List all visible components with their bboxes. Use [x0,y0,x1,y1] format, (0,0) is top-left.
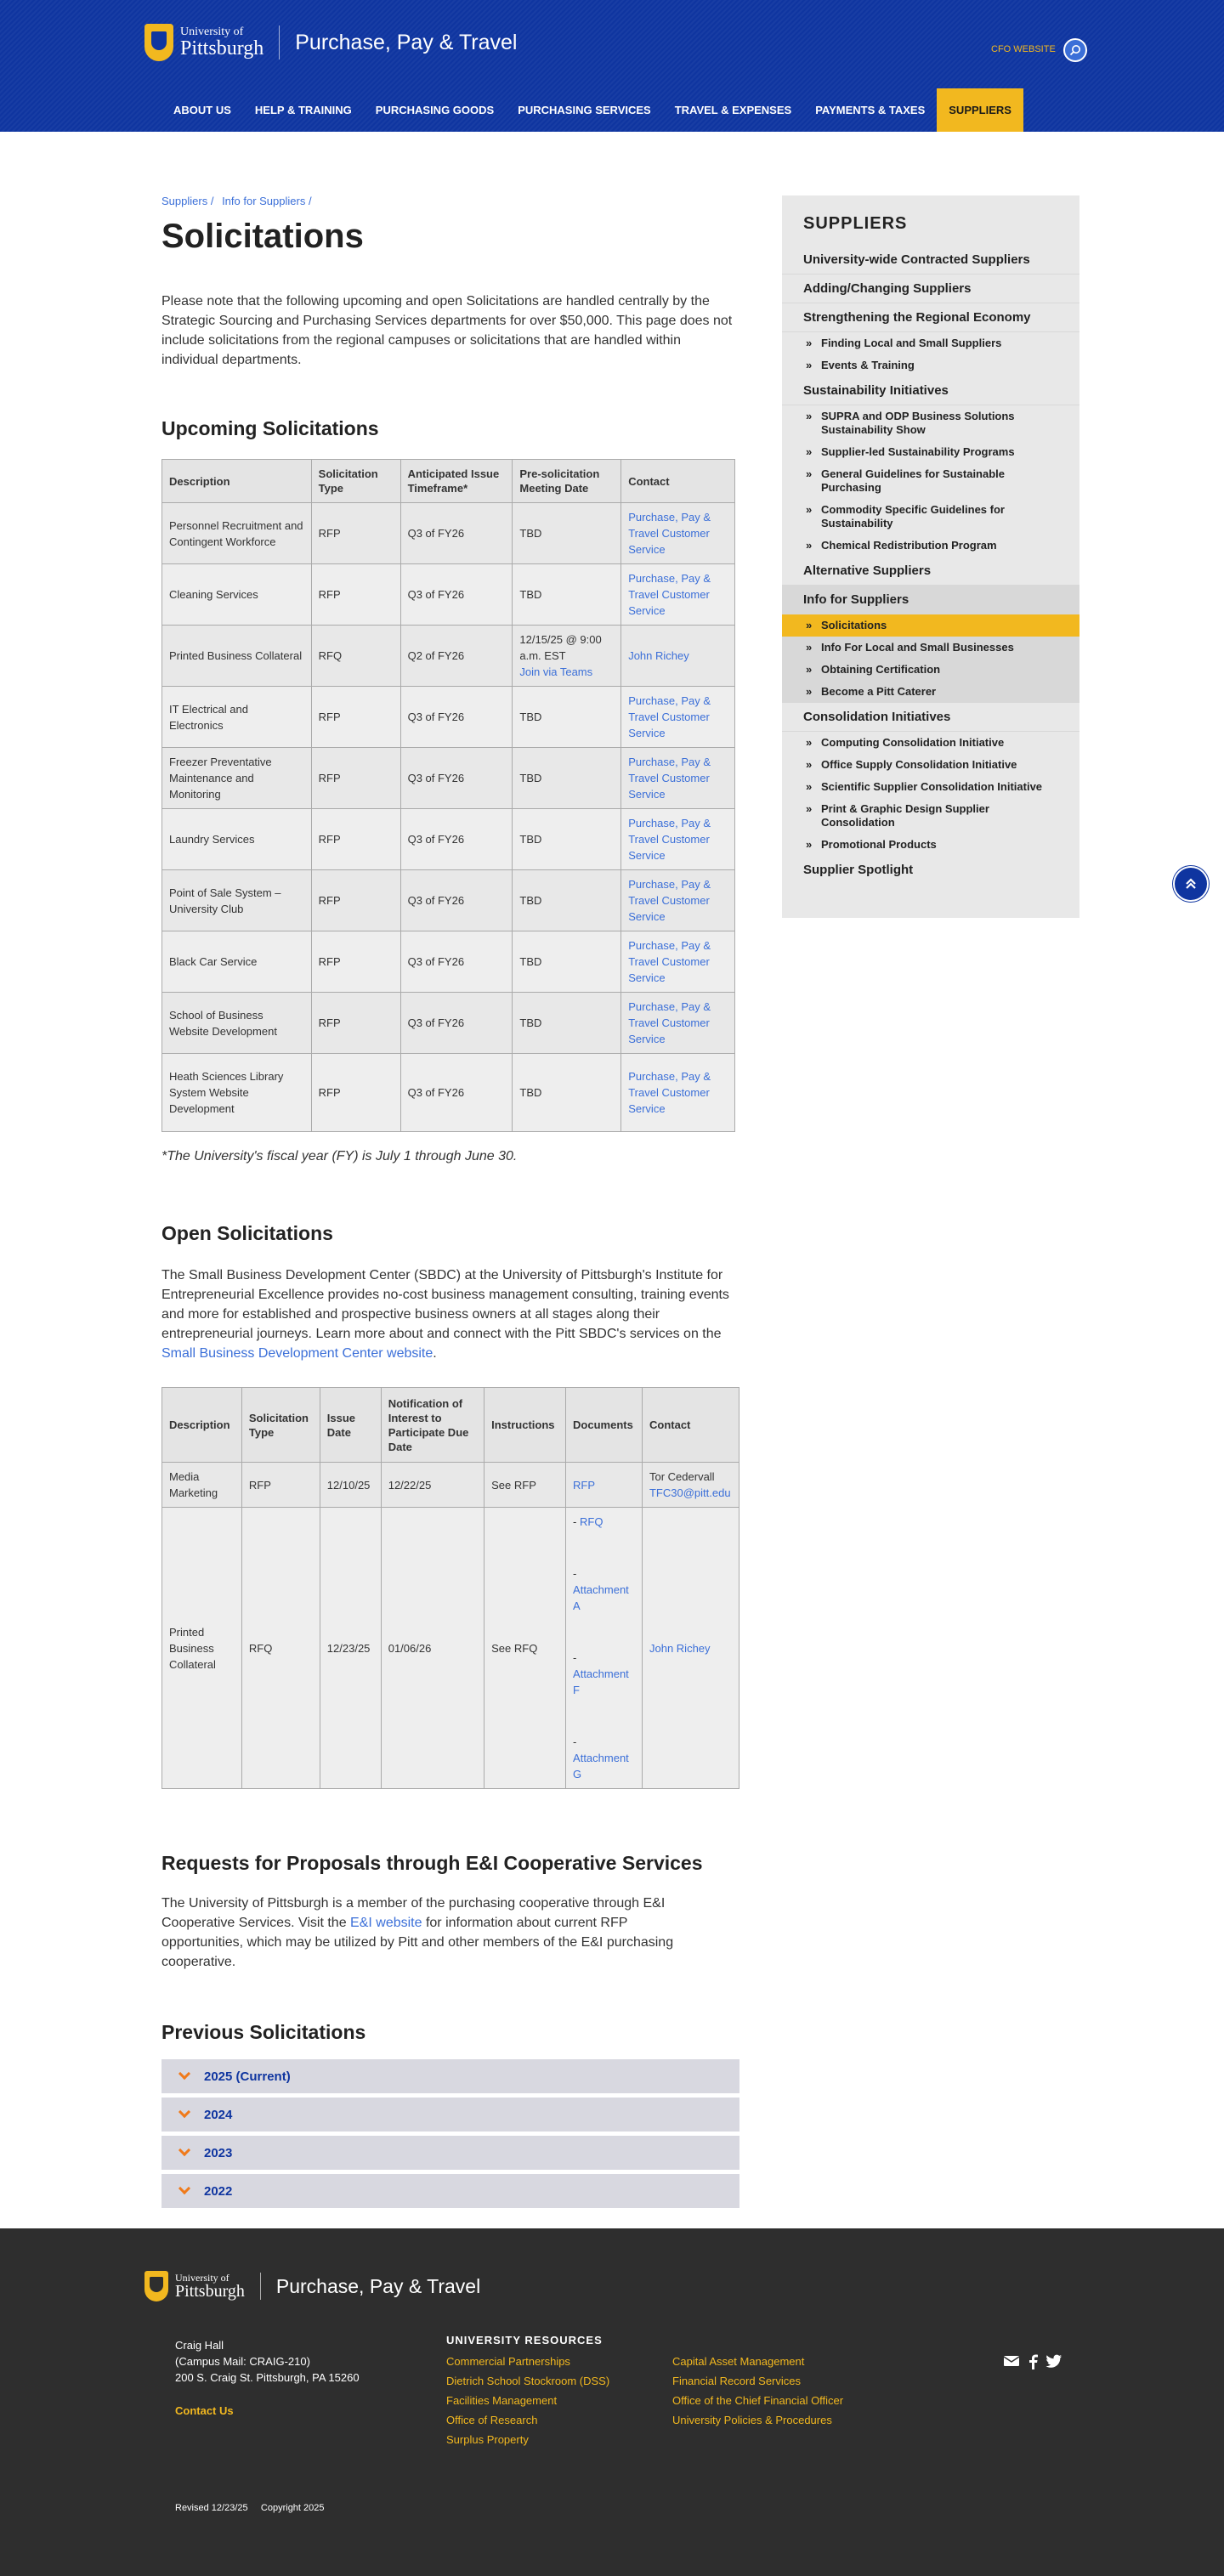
cell-due-date: 01/06/26 [381,1508,484,1789]
cell-documents [566,1463,643,1508]
sidebar-nav [782,195,1080,918]
footer-link[interactable]: Capital Asset Management [672,2355,805,2368]
facebook-icon[interactable] [1028,2354,1038,2369]
col-header: Issue Date [320,1388,381,1463]
cell-timeframe: Q3 of FY26 [400,503,513,564]
cell-timeframe: Q3 of FY26 [400,564,513,626]
contact-link[interactable]: Purchase, Pay & Travel Customer Service [628,817,711,862]
cell-contact [621,993,735,1054]
footer-link[interactable]: University Policies & Procedures [672,2414,832,2426]
sidebar-subitem[interactable]: » Scientific Supplier Consolidation Initiative [782,776,1080,798]
table-row [162,1463,740,1508]
logo-divider [260,2273,261,2300]
nav-about-us[interactable]: ABOUT US [173,104,231,116]
contact-link[interactable]: Purchase, Pay & Travel Customer Service [628,511,711,556]
footer-link[interactable]: Facilities Management [446,2394,558,2407]
cell-issue-date: 12/23/25 [320,1508,381,1789]
table-header-row [162,1388,740,1463]
breadcrumb: Suppliers / Info for Suppliers / [162,195,312,207]
cell-description: Cleaning Services [162,564,312,626]
table-row [162,931,735,993]
cell-description: Printed Business Collateral [162,1508,242,1789]
sidebar-subitem[interactable]: » Commodity Specific Guidelines for Sustainability [782,499,1080,535]
pitt-shield-icon [144,2271,168,2301]
contact-link[interactable]: Purchase, Pay & Travel Customer Service [628,878,711,923]
cell-contact [621,1054,735,1132]
contact-link[interactable]: Purchase, Pay & Travel Customer Service [628,1000,711,1045]
cell-meeting-date: 12/15/25 @ 9:00 a.m. EST Join via Teams [513,626,621,687]
table-row [162,1054,735,1132]
sidebar-item-sustainability[interactable]: Sustainability Initiatives [782,376,1080,405]
accordion-2024[interactable]: 2024 [162,2098,740,2132]
contact-link[interactable]: John Richey [649,1641,711,1655]
footer-link[interactable]: Dietrich School Stockroom (DSS) [446,2375,610,2387]
cell-description: School of Business Website Development [162,993,312,1054]
contact-link[interactable]: Purchase, Pay & Travel Customer Service [628,572,711,617]
cell-description: Printed Business Collateral [162,626,312,687]
sidebar-subitem[interactable]: » Events & Training [782,354,1080,376]
cell-meeting-date: TBD [513,931,621,993]
cell-contact [621,809,735,870]
document-link-attachment-a[interactable]: Attachment A [573,1583,629,1612]
cell-contact [621,931,735,993]
cell-timeframe: Q3 of FY26 [400,687,513,748]
table-row [162,748,735,809]
sidebar-subitem[interactable]: » Finding Local and Small Suppliers [782,332,1080,354]
contact-link[interactable]: Purchase, Pay & Travel Customer Service [628,939,711,984]
twitter-icon[interactable] [1046,2354,1062,2368]
nav-help-training[interactable]: HELP & TRAINING [254,104,352,116]
sidebar-subitem[interactable]: » Obtaining Certification [782,659,1080,681]
resources-col-1 [446,2352,609,2449]
sidebar-item-info-for-suppliers[interactable]: Info for Suppliers [782,586,1080,614]
cell-type: RFP [311,687,400,748]
sidebar-item-strengthening[interactable]: Strengthening the Regional Economy [782,303,1080,332]
cell-contact: Tor Cedervall TFC30@pitt.edu [642,1463,739,1508]
cell-meeting-date: TBD [513,503,621,564]
cell-type: RFP [311,993,400,1054]
cfo-website-link[interactable]: CFO WEBSITE [991,44,1056,54]
contact-link[interactable]: John Richey [628,649,689,662]
cell-timeframe: Q2 of FY26 [400,626,513,687]
col-header: Pre-solicitation Meeting Date [513,460,621,503]
cell-instructions: See RFP [484,1463,566,1508]
breadcrumb-suppliers[interactable]: Suppliers [162,195,208,207]
pitt-shield-icon [144,24,173,61]
open-intro: The Small Business Development Center (SBDC) at the University of Pittsburgh's Institute for Entrepreneurial Excellence provides no-cost business management consulting, training events and more for established and prospective business owners at all stages along their entrepreneurial journeys. Learn more about and connect with the Pitt SBDC's services on the Small Business Development Center website. [162,1268,729,1361]
header-logo[interactable] [144,24,517,61]
search-button[interactable] [1063,38,1087,62]
university-wordmark: University of Pittsburgh [180,25,264,59]
table-row [162,687,735,748]
cell-description: Point of Sale System – University Club [162,870,312,931]
resources-title: UNIVERSITY RESOURCES [446,2334,603,2347]
intro-paragraph: Please note that the following upcoming and open Solicitations are handled centrally by the Strategic Sourcing and Purchasing Services departments for over $50,000. This page does not include solicitations from the regional campuses or solicitations that are handled within individual departments. [162,294,733,367]
sidebar-active-group [782,586,1080,703]
col-header: Solicitation Type [311,460,400,503]
sidebar-subitem[interactable]: » Chemical Redistribution Program [782,535,1080,557]
contact-us-link[interactable]: Contact Us [175,2404,234,2417]
document-link-rfp[interactable]: RFP [573,1478,596,1492]
col-header: Contact [621,460,735,503]
cell-description: Personnel Recruitment and Contingent Workforce [162,503,312,564]
sidebar-subitem[interactable]: » Supplier-led Sustainability Programs [782,441,1080,463]
contact-link[interactable]: Purchase, Pay & Travel Customer Service [628,756,711,801]
sidebar-subitem-solicitations[interactable]: » Solicitations [782,614,1080,637]
cell-contact [621,870,735,931]
cell-timeframe: Q3 of FY26 [400,1054,513,1132]
sidebar-subitem[interactable]: » Computing Consolidation Initiative [782,732,1080,754]
site-header [0,0,1224,132]
cell-type: RFP [311,931,400,993]
previous-accordion [162,2059,740,2208]
breadcrumb-info-for-suppliers[interactable]: Info for Suppliers [222,195,306,207]
accordion-2022[interactable]: 2022 [162,2174,740,2208]
social-links [1003,2354,1062,2369]
cell-contact [642,1508,739,1789]
cell-type: RFQ [311,626,400,687]
nav-purchasing-services[interactable]: PURCHASING SERVICES [518,104,651,116]
chevron-down-icon [178,2144,190,2156]
col-header: Description [162,460,312,503]
cell-type: RFP [311,870,400,931]
site-title[interactable]: Purchase, Pay & Travel [295,30,518,54]
table-row [162,564,735,626]
sidebar-subitem[interactable]: » General Guidelines for Sustainable Purchasing [782,463,1080,499]
upcoming-table-body [162,503,735,1132]
col-header: Description [162,1388,242,1463]
footer-link[interactable]: Surplus Property [446,2433,529,2446]
cell-description: Black Car Service [162,931,312,993]
footer-link[interactable]: Office of Research [446,2414,538,2426]
col-header: Notification of Interest to Participate Due Date [381,1388,484,1463]
sidebar-item-alternative[interactable]: Alternative Suppliers [782,557,1080,586]
upcoming-table [162,459,735,1132]
footer-link[interactable]: Financial Record Services [672,2375,802,2387]
sidebar-item-adding[interactable]: Adding/Changing Suppliers [782,275,1080,303]
cell-type: RFP [311,748,400,809]
cell-timeframe: Q3 of FY26 [400,809,513,870]
search-icon [1069,44,1081,56]
chevron-down-icon [178,2106,190,2118]
cell-meeting-date: TBD [513,748,621,809]
cell-timeframe: Q3 of FY26 [400,931,513,993]
sidebar-subitem[interactable]: » SUPRA and ODP Business Solutions Sustainability Show [782,405,1080,441]
cell-type: RFP [311,1054,400,1132]
logo-divider [279,25,280,59]
cell-type: RFQ [241,1508,320,1789]
upcoming-heading: Upcoming Solicitations [162,417,379,439]
previous-heading: Previous Solicitations [162,2021,366,2043]
resources-col-2 [672,2352,843,2430]
ei-paragraph: The University of Pittsburgh is a member of the purchasing cooperative through E&I Cooperative Services. Visit the E&I website for information about current RFP opportunities, which may be utilized by Pitt and other members of the E&I purchasing cooperative. [162,1896,674,1969]
double-chevron-up-icon [1184,877,1198,891]
sidebar-title: SUPPLIERS [803,214,908,233]
sidebar-subitem[interactable]: » Info For Local and Small Businesses [782,637,1080,659]
cell-contact [621,748,735,809]
cell-meeting-date: TBD [513,809,621,870]
sbdc-website-link[interactable]: Small Business Development Center website [162,1346,434,1361]
cell-description: Freezer Preventative Maintenance and Monitoring [162,748,312,809]
scroll-top-button[interactable] [1173,866,1209,902]
site-footer [0,2228,1224,2576]
col-header: Contact [642,1388,739,1463]
cell-meeting-date: TBD [513,993,621,1054]
nav-suppliers[interactable]: SUPPLIERS [937,88,1023,132]
sidebar-item-contracted[interactable]: University-wide Contracted Suppliers [782,246,1080,275]
col-header: Instructions [484,1388,566,1463]
open-heading: Open Solicitations [162,1222,333,1244]
cell-description: Laundry Services [162,809,312,870]
table-header-row [162,460,735,503]
cell-description: Heath Sciences Library System Website Development [162,1054,312,1132]
document-link-attachment-g[interactable]: Attachment G [573,1752,629,1781]
cell-meeting-date: TBD [513,1054,621,1132]
footer-copyright: Revised 12/23/25 Copyright 2025 [175,2503,325,2513]
col-header: Solicitation Type [241,1388,320,1463]
sidebar-item-consolidation[interactable]: Consolidation Initiatives [782,703,1080,732]
contact-link[interactable]: Purchase, Pay & Travel Customer Service [628,694,711,739]
sidebar-subitem[interactable]: » Office Supply Consolidation Initiative [782,754,1080,776]
table-row [162,870,735,931]
cell-type: RFP [311,564,400,626]
footer-link[interactable]: Office of the Chief Financial Officer [672,2394,844,2407]
table-row [162,809,735,870]
footer-logo[interactable]: University of Pittsburgh Purchase, Pay & Travel [144,2271,480,2301]
ei-heading: Requests for Proposals through E&I Cooperative Services [162,1852,703,1874]
accordion-2023[interactable]: 2023 [162,2136,740,2170]
document-link-attachment-f[interactable]: Attachment F [573,1667,629,1696]
main-nav [162,88,1023,132]
table-row [162,626,735,687]
cell-instructions: See RFQ [484,1508,566,1789]
sidebar-subitem[interactable]: » Print & Graphic Design Supplier Consolidation [782,798,1080,834]
university-wordmark: University of Pittsburgh [175,2272,245,2301]
cell-contact [621,687,735,748]
cell-description: Media Marketing [162,1463,242,1508]
cell-type: RFP [311,503,400,564]
fiscal-year-note: *The University's fiscal year (FY) is July 1 through June 30. [162,1149,518,1163]
cell-meeting-date: TBD [513,564,621,626]
table-row [162,993,735,1054]
cell-meeting-date: TBD [513,870,621,931]
accordion-2025[interactable]: 2025 (Current) [162,2059,740,2093]
cell-contact [621,564,735,626]
footer-link[interactable]: Commercial Partnerships [446,2355,570,2368]
cell-timeframe: Q3 of FY26 [400,993,513,1054]
main-content [162,195,740,2212]
sidebar-subitem[interactable]: » Promotional Products [782,834,1080,856]
nav-purchasing-goods[interactable]: PURCHASING GOODS [375,104,495,116]
ei-website-link[interactable]: E&I website [350,1916,422,1930]
cell-contact [621,626,735,687]
document-link-rfq[interactable]: RFQ [579,1515,604,1528]
table-row [162,503,735,564]
cell-timeframe: Q3 of FY26 [400,870,513,931]
cell-type: RFP [311,809,400,870]
cell-issue-date: 12/10/25 [320,1463,381,1508]
chevron-down-icon [178,2183,190,2194]
table-row [162,1508,740,1789]
cell-contact [621,503,735,564]
page-title: Solicitations [162,218,364,255]
footer-address: Craig Hall (Campus Mail: CRAIG-210) 200 S. Craig St. Pittsburgh, PA 15260 [175,2339,360,2384]
contact-link[interactable]: Purchase, Pay & Travel Customer Service [628,1070,711,1115]
sidebar-item-spotlight[interactable]: Supplier Spotlight [803,863,914,877]
cell-documents: - RFQ - Attachment A - Attachment F - Attachment G [566,1508,643,1789]
cell-description: IT Electrical and Electronics [162,687,312,748]
cell-due-date: 12/22/25 [381,1463,484,1508]
cell-meeting-date: TBD [513,687,621,748]
envelope-icon[interactable] [1003,2354,1020,2368]
col-header: Documents [566,1388,643,1463]
contact-email-link[interactable]: TFC30@pitt.edu [649,1486,731,1499]
open-table [162,1387,740,1789]
col-header: Anticipated Issue Timeframe* [400,460,513,503]
cell-type: RFP [241,1463,320,1508]
cell-timeframe: Q3 of FY26 [400,748,513,809]
nav-travel-expenses[interactable]: TRAVEL & EXPENSES [674,104,792,116]
join-teams-link[interactable]: Join via Teams [519,665,593,678]
nav-payments-taxes[interactable]: PAYMENTS & TAXES [815,104,926,116]
sidebar-subitem[interactable]: » Become a Pitt Caterer [782,681,1080,703]
chevron-down-icon [178,2068,190,2080]
